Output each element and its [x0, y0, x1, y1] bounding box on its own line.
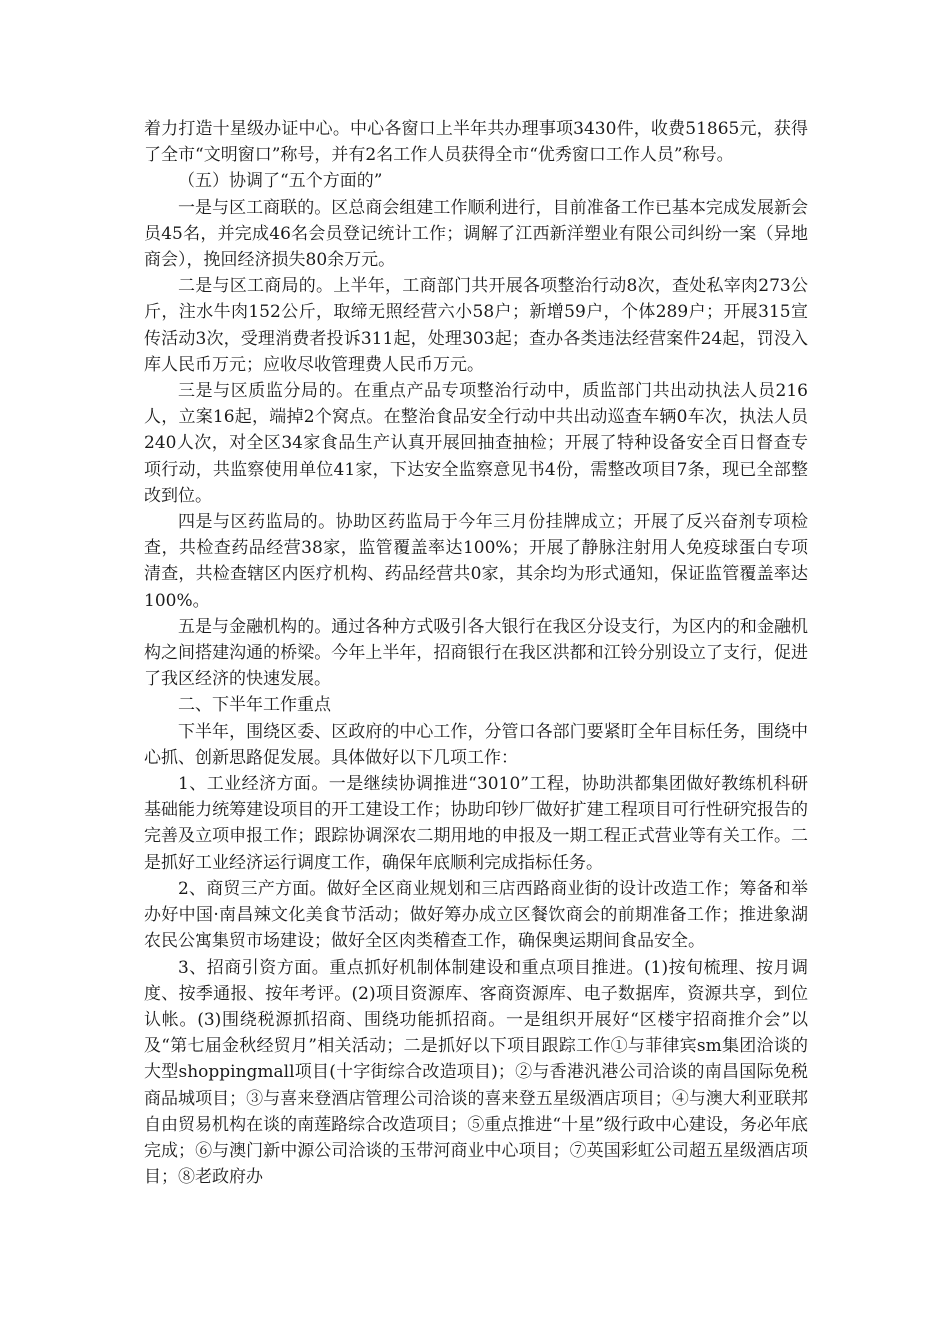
paragraph-commerce-federation: 一是与区工商联的。区总商会组建工作顺利进行，目前准备工作已基本完成发展新会员45名，并完成46名会员登记统计工作；调解了江西新洋塑业有限公司纠纷一案（异地商会），挽回经济损失80余万元。 [144, 197, 808, 271]
paragraph-commerce-trade: 2、商贸三产方面。做好全区商业规划和三店西路商业街的设计改造工作；筹备和举办好中国·南昌辣文化美食节活动；做好筹办成立区餐饮商会的前期准备工作；推进象湖农民公寓集贸市场建设；做好全区肉类稽查工作，确保奥运期间食品安全。 [144, 878, 808, 952]
paragraph-financial-institutions: 五是与金融机构的。通过各种方式吸引各大银行在我区分设支行，为区内的和金融机构之间搭建沟通的桥梁。今年上半年，招商银行在我区洪都和江铃分别设立了支行，促进了我区经济的快速发展。 [144, 616, 808, 690]
paragraph-continuation: 着力打造十星级办证中心。中心各窗口上半年共办理事项3430件，收费51865元，获得了全市“文明窗口”称号，并有2名工作人员获得全市“优秀窗口工作人员”称号。 [144, 119, 808, 166]
paragraph-quality-supervision: 三是与区质监分局的。在重点产品专项整治行动中，质监部门共出动执法人员216人，立案16起，端掉2个窝点。在整治食品安全行动中共出动巡查车辆0车次，执法人员240人次，对全区34家食品生产认真开展回抽查抽检；开展了特种设备安全百日督查专项行动，共监察使用单位41家，下达安全监察意见书4份，需整改项目7条，现已全部整改到位。 [144, 381, 808, 506]
section-heading-second-half: 二、下半年工作重点 [178, 695, 331, 716]
paragraph-drug-administration: 四是与区药监局的。协助区药监局于今年三月份挂牌成立；开展了反兴奋剂专项检查，共检查药品经营38家，监管覆盖率达100%；开展了静脉注射用人免疫球蛋白专项清查，共检查辖区内医疗机构、药品经营共0家，其余均为形式通知，保证监管覆盖率达100%。 [144, 512, 808, 611]
section-heading-five-aspects: （五）协调了“五个方面的” [178, 171, 383, 192]
document-body [144, 116, 808, 1190]
paragraph-investment-attraction: 3、招商引资方面。重点抓好机制体制建设和重点项目推进。(1)按旬梳理、按月调度、按季通报、按年考评。(2)项目资源库、客商资源库、电子数据库，资源共享，到位认帐。(3)围绕税源抓招商、围绕功能抓招商。一是组织开展好“区楼宇招商推介会”以及“第七届金秋经贸月”相关活动；二是抓好以下项目跟踪工作①与菲律宾sm集团洽谈的大型shoppingmall项目(十字街综合改造项目)；②与香港汎港公司洽谈的南昌国际免税商品城项目；③与喜来登酒店管理公司洽谈的喜来登五星级酒店项目；④与澳大利亚联邦自由贸易机构在谈的南莲路综合改造项目；⑤重点推进“十星”级行政中心建设，务必年底完成；⑥与澳门新中源公司洽谈的玉带河商业中心项目；⑦英国彩虹公司超五星级酒店项目；⑧老政府办 [144, 957, 808, 1188]
paragraph-second-half-intro: 下半年，围绕区委、区政府的中心工作，分管口各部门要紧盯全年目标任务，围绕中心抓、创新思路促发展。具体做好以下几项工作： [144, 721, 808, 768]
paragraph-industrial-economy: 1、工业经济方面。一是继续协调推进“3010”工程，协助洪都集团做好教练机科研基础能力统筹建设项目的开工建设工作；协助印钞厂做好扩建工程项目可行性研究报告的完善及立项申报工作；跟踪协调深农二期用地的申报及一期工程正式营业等有关工作。二是抓好工业经济运行调度工作，确保年底顺利完成指标任务。 [144, 774, 808, 873]
paragraph-industry-commerce-bureau: 二是与区工商局的。上半年，工商部门共开展各项整治行动8次，查处私宰肉273公斤，注水牛肉152公斤，取缔无照经营六小58户；新增59户，个体289户；开展315宣传活动3次，受理消费者投诉311起，处理303起；查办各类违法经营案件24起，罚没入库人民币万元；应收尽收管理费人民币万元。 [144, 276, 808, 375]
